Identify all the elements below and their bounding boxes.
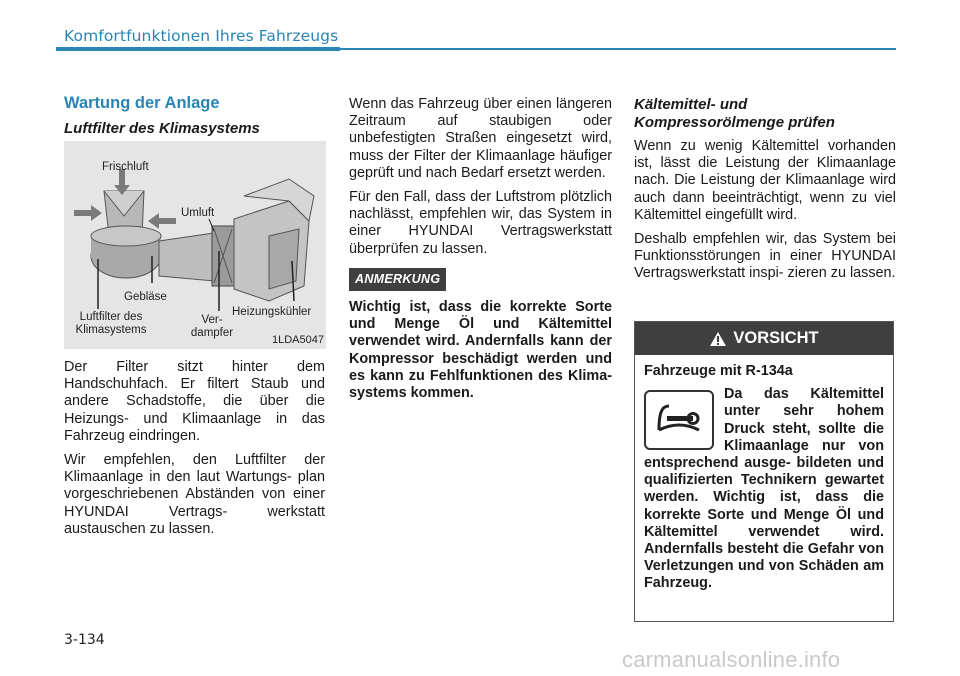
label-heater-core: Heizungskühler [232,306,312,318]
chapter-title: Komfortfunktionen Ihres Fahrzeugs [64,27,339,45]
caution-text: Da das Kältemittel unter sehr hohem Druck steht, sollte die Klimaanlage nur von entsprechend ausge- bildeten und qualifizierten Technikern gewartet werden. Wichtig ist, dass die korrekte Sorte und Menge Öl und Kältemittel verwendet wird. Andernfalls besteht die Gefahr von Verletzungen und von Schäden am Fahrzeug. [644,386,884,592]
hvac-diagram [64,141,326,349]
caution-box [634,321,894,622]
middle-column [349,96,612,402]
section-title: Wartung der Anlage [64,94,220,112]
manual-book-wrench-icon [644,390,714,450]
label-fresh-air: Frischluft [102,161,149,173]
watermark: carmanualsonline.info [622,647,841,672]
right-column [634,96,896,290]
label-air-filter: Luftfilter des Klimasystems [75,311,147,336]
label-recirculation: Umluft [181,207,215,219]
filter-body-text [64,359,325,545]
paragraph: Der Filter sitzt hinter dem Handschuhfach. Er filtert Staub und andere Schadstoffe, die über die Heizungs- und Klimaanlage in das Fahrzeug eindringen. [64,359,325,444]
paragraph: Wir empfehlen, den Luftfilter der Klimaanlage in den laut Wartungs- plan vorgeschriebenen Abständen von einer HYUNDAI Vertrags- werkstatt austauschen zu lassen. [64,452,325,537]
caution-subtitle: Fahrzeuge mit R-134a [644,363,793,379]
subsection-title-refrigerant: Kältemittel- und Kompressorölmenge prüfen [634,96,835,131]
paragraph: Wenn zu wenig Kältemittel vorhanden ist, lässt die Leistung der Klimaanlage nach. Die Leistung der Klimaanlage wird auch dann beeinträchtigt, wenn zu viel Kältemittel eingefüllt wird. [634,138,896,223]
subsection-title-filter: Luftfilter des Klimasystems [64,120,260,137]
caution-header [635,322,893,355]
caution-title: VORSICHT [733,329,819,347]
note-badge: ANMERKUNG [349,268,446,291]
caution-body [635,355,893,593]
label-blower: Gebläse [124,291,167,303]
figure-code: 1LDA5047 [272,334,324,346]
page-number: 3-134 [64,632,105,648]
warning-triangle-icon [709,331,727,347]
label-evaporator: Ver- dampfer [190,314,234,339]
header-rule-thin [340,48,896,50]
paragraph: Wenn das Fahrzeug über einen längeren Zeitraum auf staubigen oder unbefestigten Straßen eingesetzt wird, muss der Filter der Klimaanlage häufiger geprüft und nach Bedarf ersetzt werden. [349,96,612,181]
header-rule-thick [56,47,340,51]
note-text: Wichtig ist, dass die korrekte Sorte und Menge Öl und Kältemittel verwendet wird. Andernfalls kann der Kompressor beschädigt werden und es kann zu Fehlfunktionen des Klima- systems kommen. [349,299,612,402]
paragraph: Für den Fall, dass der Luftstrom plötzlich nachlässt, empfehlen wir, das System in einer HYUNDAI Vertragswerkstatt überprüfen zu lassen. [349,189,612,257]
paragraph: Deshalb empfehlen wir, das System bei Funktionsstörungen in einer HYUNDAI Vertragswerkstatt inspi- zieren zu lassen. [634,231,896,282]
